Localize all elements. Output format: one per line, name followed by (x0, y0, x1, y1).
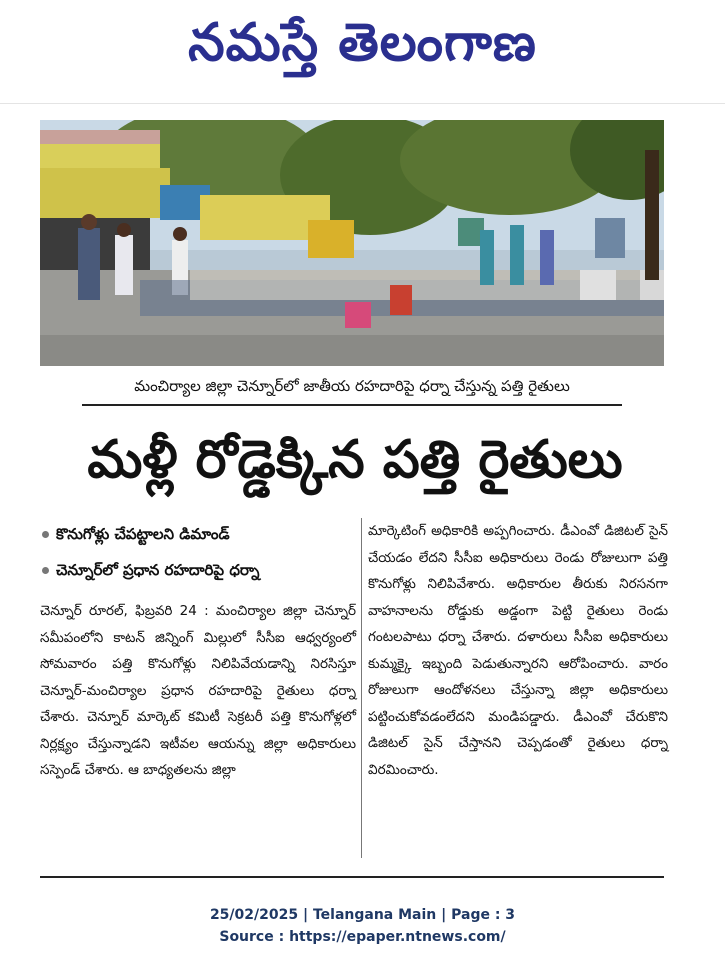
newspaper-logo: నమస్తే తెలంగాణ (188, 13, 537, 73)
highlight-text: కొనుగోళ్లు చేపట్టాలని డిమాండ్ (56, 525, 230, 543)
source-link[interactable]: Source : https://epaper.ntnews.com/ (219, 929, 506, 945)
masthead (0, 0, 725, 100)
photo-caption: మంచిర్యాల జిల్లా చెన్నూర్‌లో జాతీయ రహదారిపై ధర్నా చేస్తున్న పత్తి రైతులు (134, 377, 570, 395)
masthead-divider (0, 103, 725, 104)
article-highlights (40, 516, 360, 588)
article-end-divider (40, 876, 664, 878)
highlight-item (40, 516, 360, 552)
bullet-icon (42, 531, 49, 538)
highlight-item (40, 552, 360, 588)
news-photo (40, 120, 664, 366)
article-headline: మళ్లీ రోడ్డెక్కిన పత్తి రైతులు (87, 430, 623, 490)
farmers-protest-photo (40, 120, 664, 366)
page-footer (0, 904, 725, 948)
caption-divider (82, 404, 622, 406)
column-divider (361, 518, 362, 858)
bullet-icon (42, 567, 49, 574)
article-body-right-column: మార్కెటింగ్ అధికారికి అప్పగించారు. డీఎంవో డిజిటల్ సైన్ చేయడం లేదని సీసీఐ అధికారులు రెండు రోజులుగా పత్తి కొనుగోళ్లు నిలిపివేశారు. అధికారుల తీరుకు నిరసనగా వాహనాలను రోడ్డుకు అడ్డంగా పెట్టి రైతులు రెండు గంటలపాటు ధర్నా చేశారు. దళారులు సీసీఐ అధికారులు కుమ్మక్కై ఇబ్బంది పెడుతున్నారని ఆరోపించారు. వారం రోజులుగా ఆందోళనలు చేస్తున్నా జిల్లా అధికారులు పట్టించుకోవడంలేదని మండిపడ్డారు. డీఎంవో చేరుకొని డిజిటల్ సైన్ చేస్తానని చెప్పడంతో రైతులు ధర్నా విరమించారు. (368, 523, 668, 778)
article-body-left-column: చెన్నూర్ రూరల్, ఫిబ్రవరి 24 : మంచిర్యాల జిల్లా చెన్నూర్ సమీపంలోని కాటన్ జిన్నింగ్ మిల్లులో సీసీఐ ఆధ్వర్యంలో సోమవారం పత్తి కొనుగోళ్లు నిలిపివేయడాన్ని నిరసిస్తూ చెన్నూర్-మంచిర్యాల ప్రధాన రహదారిపై రైతులు ధర్నా చేశారు. చెన్నూర్ మార్కెట్ కమిటీ సెక్రటరీ పత్తి కొనుగోళ్లలో నిర్లక్ష్యం చేస్తున్నాడని ఇటీవల ఆయన్ను జిల్లా అధికారులు సస్పెండ్ చేశారు. ఆ బాధ్యతలను జిల్లా (40, 603, 356, 778)
highlight-text: చెన్నూర్‌లో ప్రధాన రహదారిపై ధర్నా (56, 561, 260, 579)
edition-info: 25/02/2025 | Telangana Main | Page : 3 (209, 907, 516, 923)
